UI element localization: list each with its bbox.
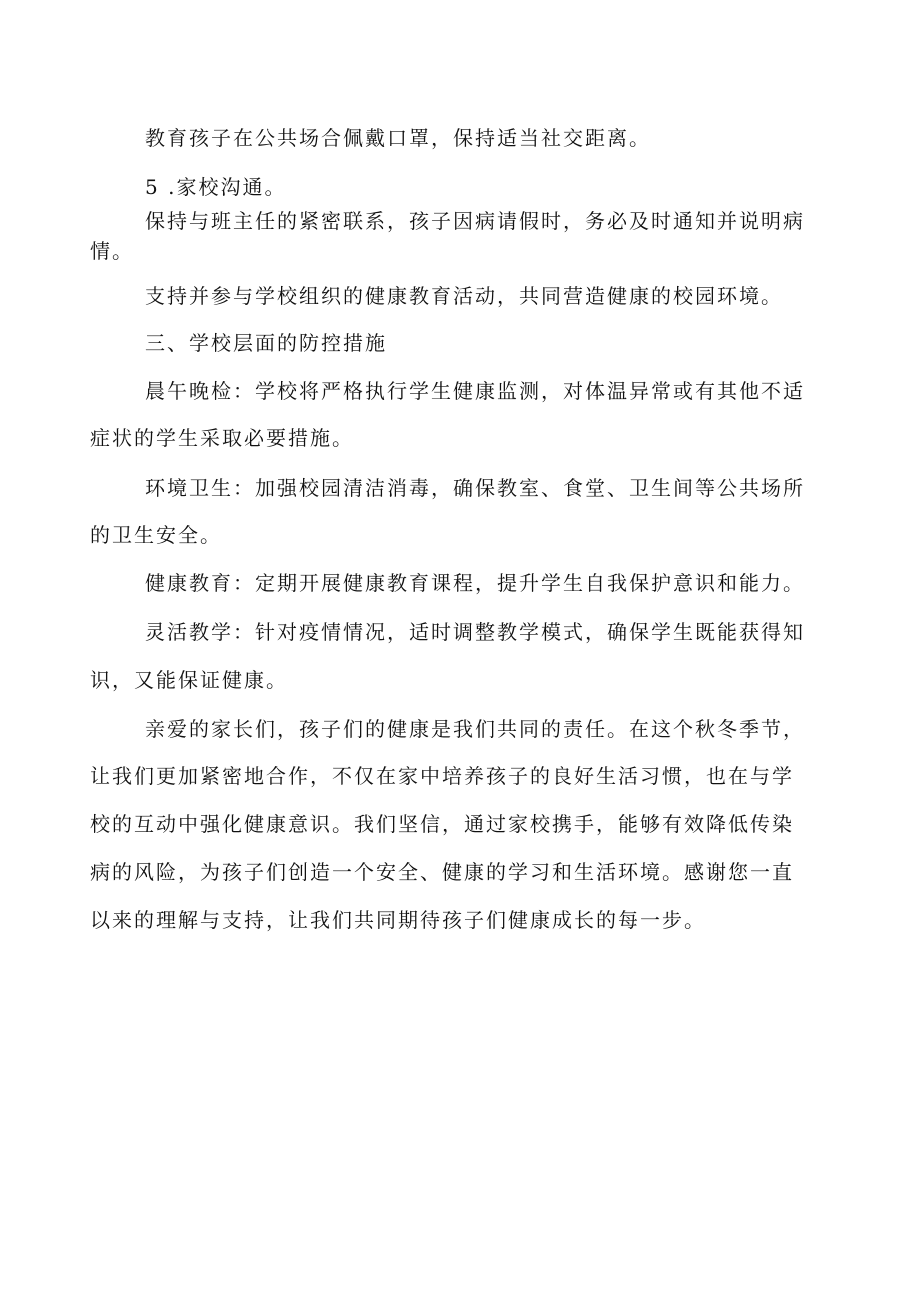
text-line-environment-hygiene-cont: 的卫生安全。 bbox=[90, 523, 222, 547]
text-line-closing-3: 校的互动中强化健康意识。我们坚信，通过家校携手，能够有效降低传染 bbox=[90, 812, 794, 836]
text-line-health-check: 晨午晚检：学校将严格执行学生健康监测，对体温异常或有其他不适 bbox=[145, 379, 805, 403]
text-line-flexible-teaching-cont: 识，又能保证健康。 bbox=[90, 668, 288, 692]
text-line-mask-advice: 教育孩子在公共场合佩戴口罩，保持适当社交距离。 bbox=[145, 126, 651, 150]
section-heading-home-school-communication: 5 .家校沟通。 bbox=[145, 175, 287, 199]
section-heading-school-measures: 三、学校层面的防控措施 bbox=[145, 331, 387, 355]
text-line-flexible-teaching: 灵活教学：针对疫情情况，适时调整教学模式，确保学生既能获得知 bbox=[145, 620, 805, 644]
text-line-closing-1: 亲爱的家长们，孩子们的健康是我们共同的责任。在这个秋冬季节， bbox=[145, 717, 805, 741]
text-line-closing-5: 以来的理解与支持，让我们共同期待孩子们健康成长的每一步。 bbox=[90, 908, 706, 932]
text-line-closing-4: 病的风险，为孩子们创造一个安全、健康的学习和生活环境。感谢您一直 bbox=[90, 860, 794, 884]
text-line-environment-hygiene: 环境卫生：加强校园清洁消毒，确保教室、食堂、卫生间等公共场所 bbox=[145, 476, 805, 500]
text-line-closing-2: 让我们更加紧密地合作，不仅在家中培养孩子的良好生活习惯，也在与学 bbox=[90, 764, 794, 788]
text-line-health-check-cont: 症状的学生采取必要措施。 bbox=[90, 426, 354, 450]
text-line-support-activities: 支持并参与学校组织的健康教育活动，共同营造健康的校园环境。 bbox=[145, 284, 783, 308]
text-line-contact-teacher: 保持与班主任的紧密联系，孩子因病请假时，务必及时通知并说明病 bbox=[145, 209, 805, 233]
text-line-health-education: 健康教育：定期开展健康教育课程，提升学生自我保护意识和能力。 bbox=[145, 571, 805, 595]
text-line-contact-teacher-cont: 情。 bbox=[90, 239, 134, 263]
